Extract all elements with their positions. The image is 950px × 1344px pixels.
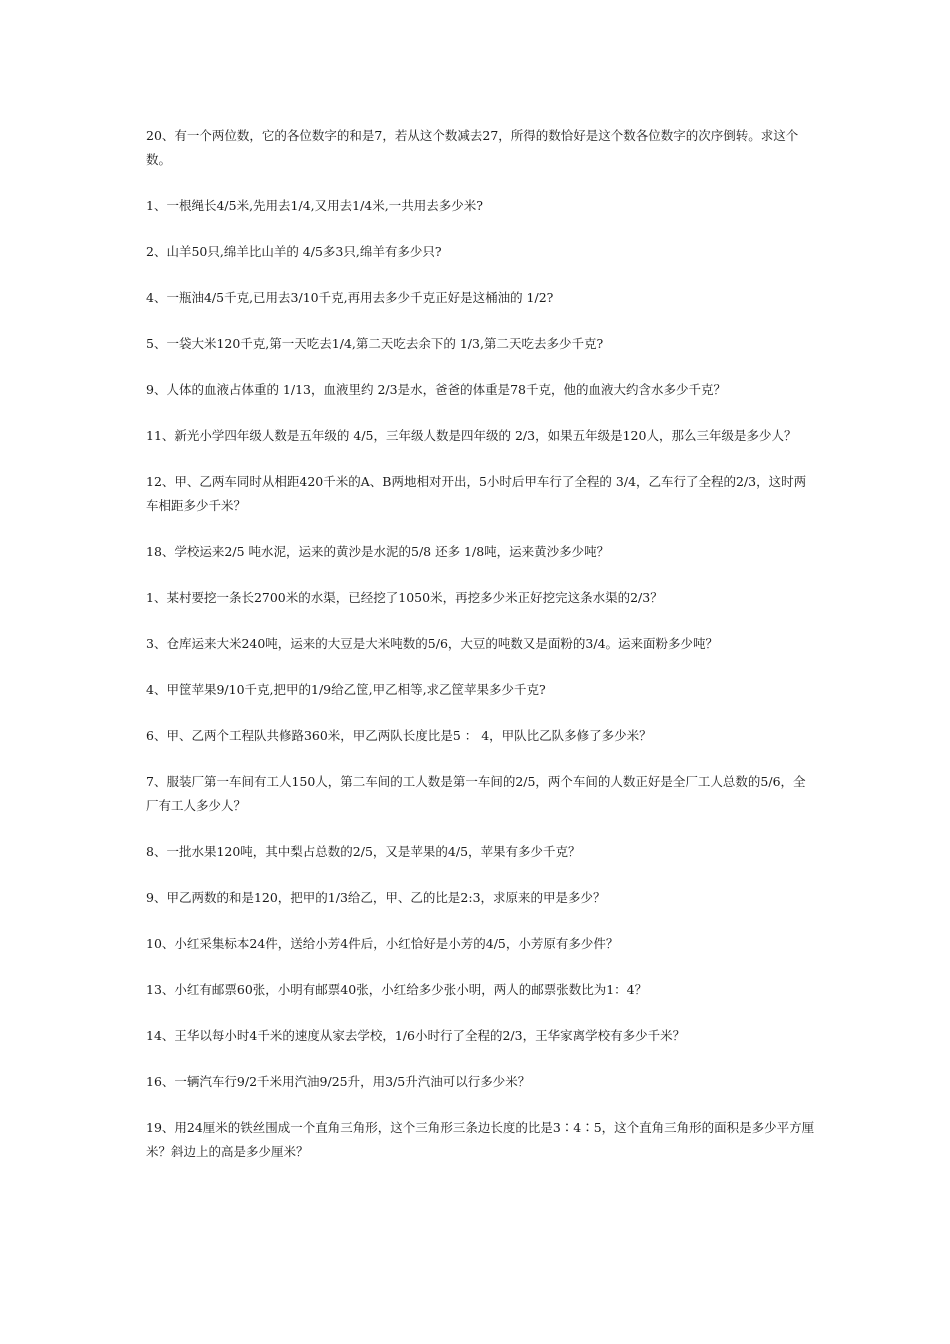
problem-item: 4、一瓶油4/5千克,已用去3/10千克,再用去多少千克正好是这桶油的 1/2? <box>146 290 554 305</box>
problem-item: 1、一根绳长4/5米,先用去1/4,又用去1/4米,一共用去多少米? <box>146 198 483 213</box>
problem-item: 9、甲乙两数的和是120，把甲的1/3给乙，甲、乙的比是2:3，求原来的甲是多少？ <box>146 890 606 905</box>
problem-item: 4、甲筐苹果9/10千克,把甲的1/9给乙筐,甲乙相等,求乙筐苹果多少千克? <box>146 682 546 697</box>
problem-item: 16、一辆汽车行9/2千米用汽油9/25升，用3/5升汽油可以行多少米？ <box>146 1074 531 1089</box>
problem-list <box>146 124 818 1186</box>
problem-item: 7、服装厂第一车间有工人150人，第二车间的工人数是第一车间的2/5，两个车间的人数正好是全厂工人总数的5/6，全厂有工人多少人？ <box>146 774 806 813</box>
problem-item: 14、王华以每小时4千米的速度从家去学校，1/6小时行了全程的2/3，王华家离学校有多少千米？ <box>146 1028 686 1043</box>
problem-item: 6、甲、乙两个工程队共修路360米，甲乙两队长度比是5 ： 4，甲队比乙队多修了多少米？ <box>146 728 652 743</box>
problem-item: 13、小红有邮票60张，小明有邮票40张，小红给多少张小明，两人的邮票张数比为1：4？ <box>146 982 648 997</box>
problem-item: 3、仓库运来大米240吨，运来的大豆是大米吨数的5/6，大豆的吨数又是面粉的3/4。运来面粉多少吨？ <box>146 636 719 651</box>
problem-item: 18、学校运来2/5 吨水泥，运来的黄沙是水泥的5/8 还多 1/8吨，运来黄沙多少吨？ <box>146 544 610 559</box>
problem-item: 20、有一个两位数，它的各位数字的和是7，若从这个数减去27，所得的数恰好是这个数各位数字的次序倒转。求这个数。 <box>146 128 799 167</box>
problem-item: 11、新光小学四年级人数是五年级的 4/5，三年级人数是四年级的 2/3，如果五年级是120人，那么三年级是多少人？ <box>146 428 797 443</box>
problem-item: 8、一批水果120吨，其中梨占总数的2/5，又是苹果的4/5，苹果有多少千克？ <box>146 844 581 859</box>
problem-item: 9、人体的血液占体重的 1/13，血液里约 2/3是水，爸爸的体重是78千克，他的血液大约含水多少千克？ <box>146 382 726 397</box>
problem-item: 5、一袋大米120千克,第一天吃去1/4,第二天吃去余下的 1/3,第二天吃去多少千克? <box>146 336 604 351</box>
problem-item: 12、甲、乙两车同时从相距420千米的A、B两地相对开出，5小时后甲车行了全程的 3/4，乙车行了全程的2/3，这时两车相距多少千米？ <box>146 474 807 513</box>
problem-item: 19、用24厘米的铁丝围成一个直角三角形，这个三角形三条边长度的比是3∶4∶5，这个直角三角形的面积是多少平方厘米？斜边上的高是多少厘米？ <box>146 1120 815 1159</box>
problem-item: 2、山羊50只,绵羊比山羊的 4/5多3只,绵羊有多少只? <box>146 244 442 259</box>
problem-item: 1、某村要挖一条长2700米的水渠，已经挖了1050米，再挖多少米正好挖完这条水渠的2/3？ <box>146 590 663 605</box>
problem-item: 10、小红采集标本24件，送给小芳4件后，小红恰好是小芳的4/5，小芳原有多少件？ <box>146 936 619 951</box>
